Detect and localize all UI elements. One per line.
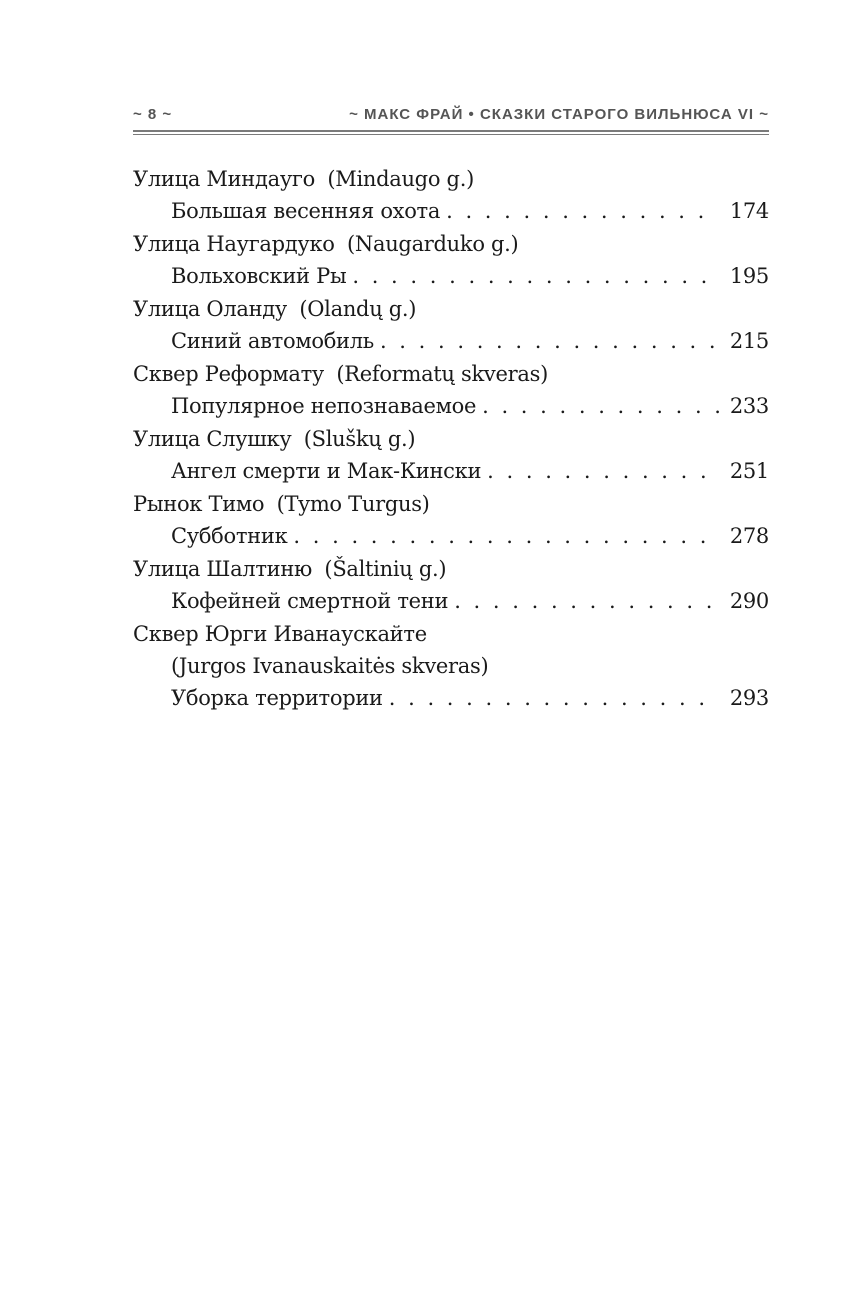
street-name: Улица Миндауго (133, 167, 315, 191)
running-title: ~ МАКС ФРАЙ • СКАЗКИ СТАРОГО ВИЛЬНЮСА VI ~ (349, 106, 769, 123)
toc-entry (133, 358, 769, 422)
street-latin-name: (Olandų g.) (299, 297, 417, 321)
street-heading (133, 163, 769, 195)
street-heading (133, 488, 769, 520)
story-link[interactable] (133, 585, 769, 617)
story-link[interactable] (133, 520, 769, 552)
street-latin-name: (Mindaugo g.) (327, 167, 474, 191)
story-title: Ангел смерти и Мак-Кински (171, 459, 482, 483)
story-link[interactable] (133, 455, 769, 487)
story-link[interactable] (133, 682, 769, 714)
story-link[interactable] (133, 195, 769, 227)
story-title: Большая весенняя охота (171, 199, 441, 223)
page-reference: 233 (729, 394, 769, 418)
street-latin-name: (Jurgos Ivanauskaitės skveras) (171, 654, 489, 678)
story-title: Синий автомобиль (171, 329, 374, 353)
story-title: Вольховский Ры (171, 264, 347, 288)
street-name: Улица Наугардуко (133, 232, 335, 256)
street-name: Рынок Тимо (133, 492, 265, 516)
street-heading (133, 293, 769, 325)
page-reference: 251 (729, 459, 769, 483)
dot-leader (446, 195, 719, 227)
page-reference: 278 (729, 524, 769, 548)
street-heading (133, 228, 769, 260)
dot-leader (352, 260, 719, 292)
page-reference: 195 (729, 264, 769, 288)
dot-leader (454, 585, 719, 617)
street-latin-name: (Reformatų skveras) (336, 362, 548, 386)
story-link[interactable] (133, 390, 769, 422)
dot-leader (389, 682, 719, 714)
table-of-contents (133, 163, 769, 715)
street-name: Сквер Реформату (133, 362, 324, 386)
street-latin-name: (Sluškų g.) (303, 427, 416, 451)
toc-entry (133, 293, 769, 357)
street-name: Улица Слушку (133, 427, 292, 451)
toc-entry (133, 553, 769, 617)
street-heading (133, 423, 769, 455)
street-name: Сквер Юрги Иванаускайте (133, 622, 427, 646)
street-heading (133, 358, 769, 390)
page-reference: 293 (729, 686, 769, 710)
page-reference: 215 (729, 329, 769, 353)
page-reference: 174 (729, 199, 769, 223)
story-link[interactable] (133, 325, 769, 357)
toc-entry (133, 163, 769, 227)
street-heading (133, 618, 769, 650)
street-name: Улица Оланду (133, 297, 287, 321)
toc-entry (133, 423, 769, 487)
running-header (133, 104, 769, 126)
header-rule (133, 130, 769, 132)
street-heading (133, 553, 769, 585)
story-title: Популярное непознаваемое (171, 394, 477, 418)
toc-entry (133, 228, 769, 292)
dot-leader (487, 455, 719, 487)
story-title: Кофейней смертной тени (171, 589, 449, 613)
page-number: ~ 8 ~ (133, 106, 173, 123)
toc-entry (133, 618, 769, 714)
header-rule-thin (133, 134, 769, 135)
street-latin-name: (Šaltinių g.) (324, 557, 447, 581)
street-latin-name: (Naugarduko g.) (347, 232, 519, 256)
page-reference: 290 (729, 589, 769, 613)
toc-entry (133, 488, 769, 552)
dot-leader (293, 520, 719, 552)
story-title: Субботник (171, 524, 288, 548)
street-name: Улица Шалтиню (133, 557, 313, 581)
dot-leader (482, 390, 719, 422)
story-title: Уборка территории (171, 686, 383, 710)
street-latin-name: (Tymo Turgus) (276, 492, 430, 516)
dot-leader (380, 325, 719, 357)
story-link[interactable] (133, 260, 769, 292)
